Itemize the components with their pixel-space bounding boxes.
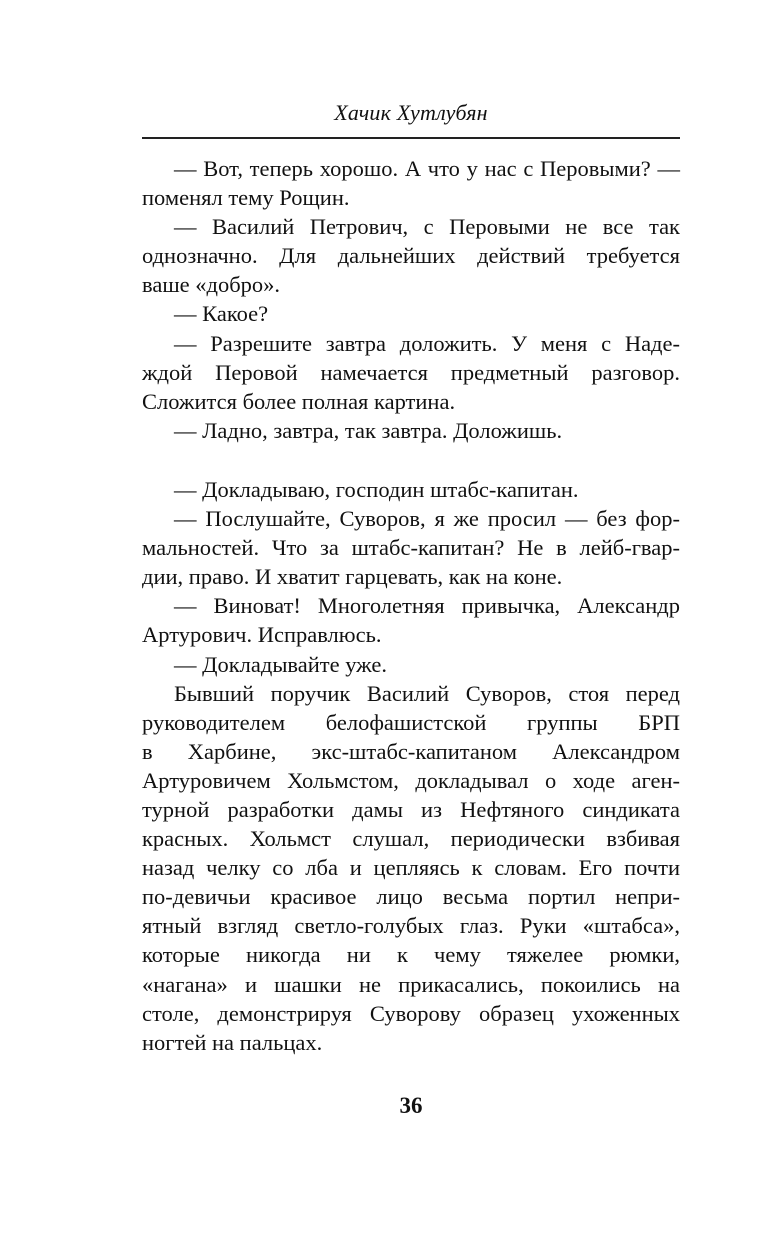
text-line: ятный взгляд светло-голубых глаз. Руки «штабса»,	[142, 913, 680, 939]
text-line: руководителем белофашистской группы БРП	[142, 709, 680, 735]
text-line: — Послушайте, Суворов, я же просил — без фор-	[174, 506, 680, 532]
text-line: — Докладывайте уже.	[174, 651, 388, 677]
text-line: ногтей на пальцах.	[142, 1029, 323, 1055]
text-line: столе, демонстрируя Суворову образец ухоженных	[142, 1000, 680, 1026]
text-line: — Разрешите завтра доложить. У меня с Наде-	[174, 330, 680, 356]
text-line: — Виноват! Многолетняя привычка, Александр	[174, 593, 680, 619]
text-line: Сложится более полная картина.	[142, 388, 456, 414]
text-line: однозначно. Для дальнейших действий требуется	[142, 243, 680, 269]
text-line: в Харбине, экс-штабс-капитаном Александром	[142, 738, 680, 764]
text-line: по-девичьи красивое лицо весьма портил непри-	[142, 884, 680, 910]
text-line: Артуровичем Хольмстом, докладывал о ходе аген-	[142, 767, 680, 793]
text-line: — Вот, теперь хорошо. А что у нас с Перовыми? —	[174, 156, 680, 181]
text-line: поменял тему Рощин.	[142, 185, 350, 211]
text-line: турной разработки дамы из Нефтяного синдиката	[142, 796, 680, 822]
text-line: «нагана» и шашки не прикасались, покоились на	[142, 971, 680, 997]
text-line: мальностей. Что за штабс-капитан? Не в лейб-гвар-	[142, 535, 680, 561]
text-line: ваше «добро».	[142, 272, 281, 298]
text-line: ждой Перовой намечается предметный разговор.	[142, 359, 680, 385]
body-text	[142, 154, 680, 1057]
page-number: 36	[399, 1093, 423, 1118]
text-line: красных. Хольмст слушал, периодически взбивая	[142, 826, 680, 852]
text-line: — Ладно, завтра, так завтра. Доложишь.	[174, 417, 563, 443]
text-line: — Какое?	[174, 301, 269, 327]
text-line: Бывший поручик Василий Суворов, стоя перед	[174, 680, 680, 706]
text-line: — Василий Петрович, с Перовыми не все так	[174, 214, 680, 240]
header-rule	[142, 137, 680, 139]
text-line: — Докладываю, господин штабс-капитан.	[174, 476, 579, 502]
text-line: Артурович. Исправлюсь.	[142, 622, 382, 648]
blank-line	[142, 445, 680, 475]
running-header-author: Хачик Хутлубян	[334, 100, 488, 125]
text-line: назад челку со лба и цепляясь к словам. Его почти	[142, 855, 680, 881]
text-line: которые никогда ни к чему тяжелее рюмки,	[142, 942, 680, 968]
text-line: дии, право. И хватит гарцевать, как на коне.	[142, 564, 563, 590]
